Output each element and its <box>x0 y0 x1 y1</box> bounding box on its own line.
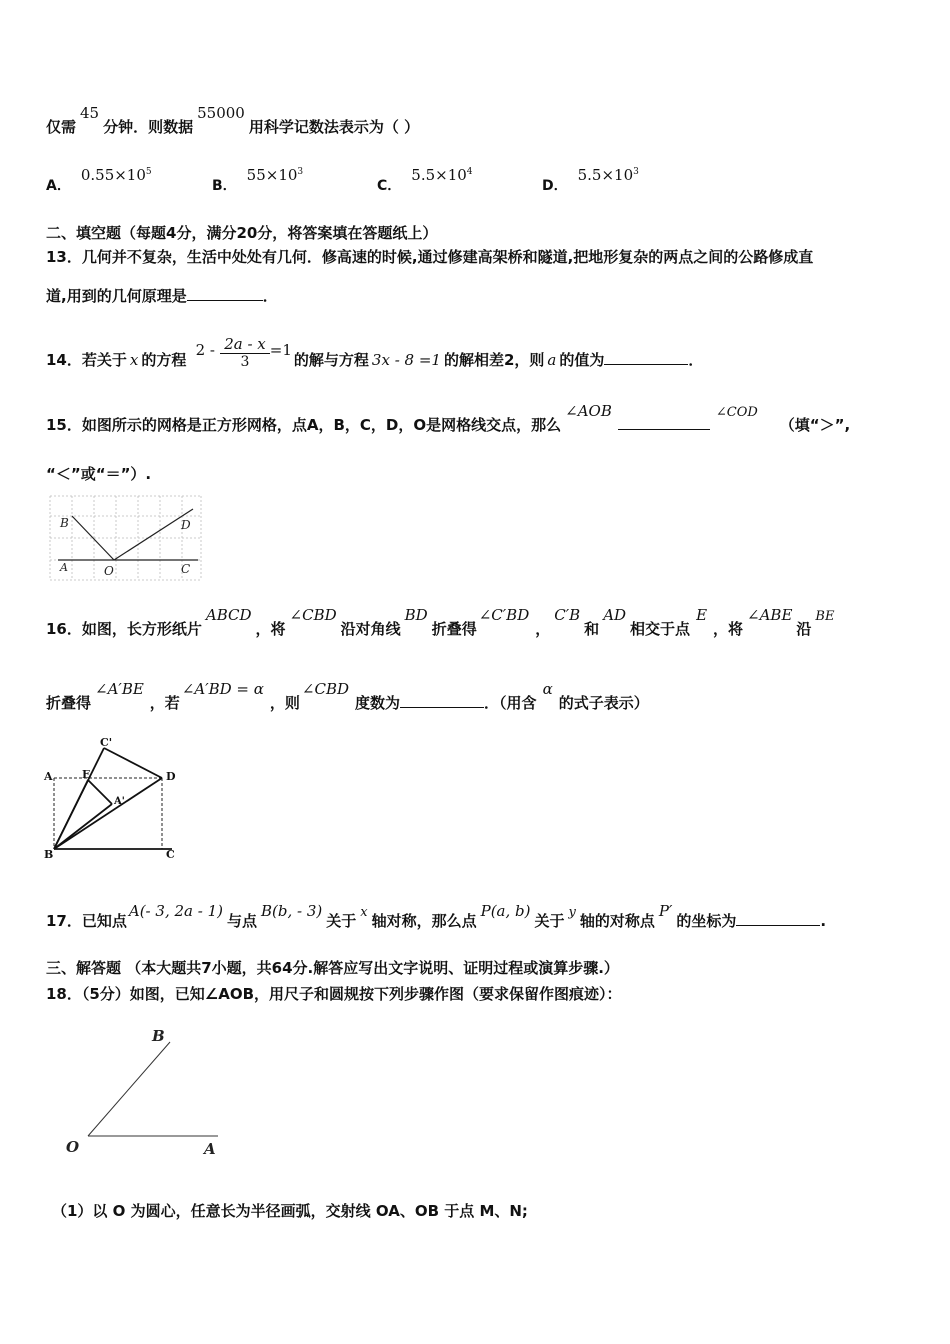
label-d: D <box>166 770 176 783</box>
ray-od <box>114 509 193 560</box>
q13-answer-blank[interactable] <box>187 300 263 301</box>
q18-angle-figure <box>62 1024 232 1160</box>
q14-answer-blank[interactable] <box>604 364 688 365</box>
segment-cpd <box>104 748 162 778</box>
q16-line1: 16．如图，长方形纸片ABCD，将∠CBD沿对角线BD折叠得∠C′BD，C′B和AD相交于点E，将∠ABE沿BE <box>46 606 835 638</box>
q12-option-b: B．$55\times 10^3$ <box>212 166 304 194</box>
label-d: D <box>181 518 191 532</box>
q13-line2: 道,用到的几何原理是 ． <box>46 287 278 305</box>
label-c: C <box>181 562 191 576</box>
q13-line1: 13．几何并不复杂，生活中处处有几何．修高速的时候,通过修建高架桥和隧道,把地形复杂的两点之间的公路修成直 <box>46 248 814 266</box>
segment-eap <box>88 780 112 804</box>
label-e: E <box>82 768 91 781</box>
q18-text: 18．（5分）如图，已知∠AOB，用尺子和圆规按下列步骤作图（要求保留作图痕迹）： <box>46 985 622 1003</box>
label-o: O <box>104 564 114 578</box>
label-aprime: A' <box>114 796 125 807</box>
label-b: B <box>152 1027 165 1045</box>
q14-fraction: $\frac{2a - x}{3}$ <box>220 335 270 370</box>
q18-step1: （1）以 O 为圆心，任意长为半径画弧，交射线 OA、OB 于点 M、N; <box>52 1202 528 1220</box>
section2-heading: 二、填空题（每题4分，满分20分，将答案填在答题纸上） <box>46 224 438 242</box>
label-a: A <box>44 770 53 783</box>
q17-text: 17．已知点A(- 3, 2a - 1)与点B(b, - 3)关于 x 轴对称，那么点P(a, b)关于 y 轴的对称点P′的坐标为 . <box>46 902 827 930</box>
q12-option-a: A．$0.55\times 10^5$ <box>46 166 152 194</box>
label-a: A <box>60 561 68 574</box>
label-cprime: C' <box>100 736 113 749</box>
q12-option-c: C．$5.5\times 10^4$ <box>377 166 473 194</box>
q15-grid-figure <box>48 494 204 584</box>
q16-answer-blank[interactable] <box>400 707 484 708</box>
label-b: B <box>44 848 54 861</box>
q16-fold-figure <box>42 734 192 862</box>
label-a: A <box>204 1140 216 1158</box>
q15-line2: “＜”或“＝”）. <box>46 465 152 483</box>
section3-heading: 三、解答题 （本大题共7小题，共64分.解答应写出文字说明、证明过程或演算步骤.） <box>46 959 619 977</box>
label-c: C <box>166 848 175 861</box>
diagonal-bd <box>54 778 162 849</box>
q15-answer-blank[interactable] <box>618 429 710 430</box>
label-o: O <box>66 1138 80 1156</box>
label-b: B <box>60 516 69 530</box>
q17-answer-blank[interactable] <box>736 925 820 926</box>
q12-option-d: D．$5.5\times 10^3$ <box>542 166 639 194</box>
q12-text: 仅需45分钟．则数据55000用科学记数法表示为（ ） <box>46 104 420 136</box>
segment-bap <box>54 804 112 849</box>
q15-text: 15．如图所示的网格是正方形网格，点A，B，C，D，O是网格线交点，那么∠AOB ∠COD（填“＞”, <box>46 402 851 434</box>
q16-line2: 折叠得∠A′BE，若∠A′BD = α，则∠CBD度数为 ．（用含α的式子表示） <box>46 680 649 712</box>
q14-text: 14．若关于 x 的方程 2 - $\frac{2a - x}{3}$ =1的解与方程 3x - 8 =1 的解相差2，则 a 的值为 ． <box>46 335 704 370</box>
ray-ob <box>88 1042 170 1136</box>
